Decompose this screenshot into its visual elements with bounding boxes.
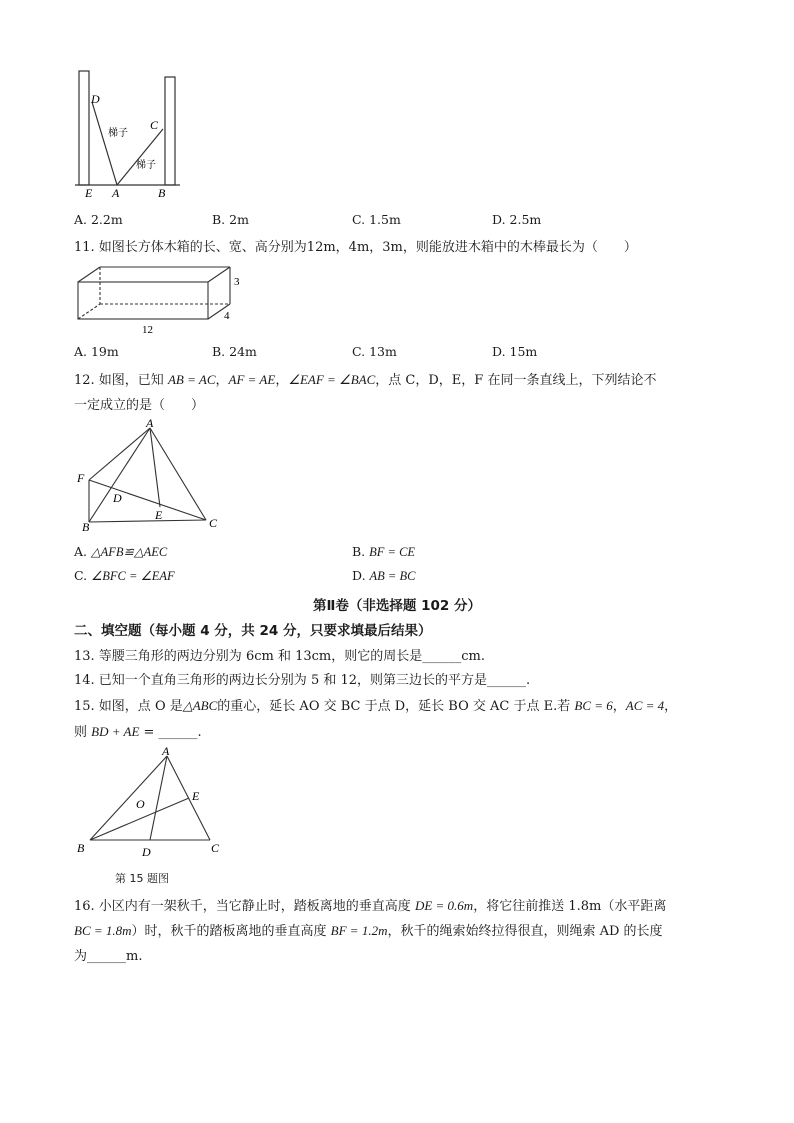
q15-text-a: 15. 如图，点 O 是 bbox=[74, 699, 183, 714]
fig10-label-c: C bbox=[150, 118, 159, 132]
q14-text: 14. 已知一个直角三角形的两边长分别为 5 和 12，则第三边长的平方是______. bbox=[74, 673, 531, 688]
q12-option-d bbox=[352, 568, 415, 584]
fig12-label-a: A bbox=[146, 416, 154, 430]
q16-math-bc: BC = 1.8m bbox=[74, 923, 132, 938]
fig15-label-c: C bbox=[211, 841, 220, 855]
q11-text: 11. 如图长方体木箱的长、宽、高分别为12m，4m，3m，则能放进木箱中的木棒最长为（ ） bbox=[74, 240, 637, 255]
q16-math-bf: BF = 1.2m bbox=[330, 923, 388, 938]
q12-option-d-prefix: D. bbox=[352, 568, 370, 583]
q12-math-ab-ac: AB = AC bbox=[167, 372, 216, 387]
q16-text-b: ，将它往前推送 1.8m（水平距离 bbox=[473, 899, 667, 914]
q15-text-d: ， bbox=[664, 699, 678, 714]
q12-math-af-ae: AF = AE bbox=[228, 372, 276, 387]
q12-option-c bbox=[74, 568, 175, 584]
q10-option-d: D. 2.5m bbox=[492, 212, 542, 227]
q16-math-de: DE = 0.6m bbox=[414, 898, 474, 913]
q15-text-f: = ______. bbox=[139, 725, 202, 740]
q15-math-ac: AC = 4 bbox=[625, 698, 665, 713]
fig15-label-a: A bbox=[162, 744, 170, 758]
fig12-label-f: F bbox=[77, 471, 85, 485]
q11-option-a: A. 19m bbox=[74, 344, 119, 359]
fig10-label-e: E bbox=[85, 186, 93, 200]
q11-option-d: D. 15m bbox=[492, 344, 538, 359]
q16-text-d: ，秋千的绳索始终拉得很直，则绳索 AD 的长度 bbox=[387, 924, 663, 939]
section-2-title: 二、填空题（每小题 4 分，共 24 分，只要求填最后结果） bbox=[74, 623, 432, 639]
q16-text-a: 16. 小区内有一架秋千，当它静止时，踏板离地的垂直高度 bbox=[74, 899, 415, 914]
box-figure bbox=[72, 262, 242, 336]
q12-text-d: ，点 C，D，E，F 在同一条直线上，下列结论不 bbox=[375, 373, 657, 388]
q12-text-a: 12. 如图，已知 bbox=[74, 373, 168, 388]
fig10-label-d: D bbox=[91, 92, 100, 106]
fig15-label-o: O bbox=[136, 797, 145, 811]
q12-option-c-math: ∠BFC = ∠EAF bbox=[91, 569, 175, 583]
q12-option-a-prefix: A. bbox=[74, 544, 91, 559]
fig10-ladder-label-2: 梯子 bbox=[136, 160, 156, 171]
fig10-label-b: B bbox=[158, 186, 166, 200]
fig15-label-b: B bbox=[77, 841, 85, 855]
triangle-figure-q12 bbox=[72, 414, 228, 534]
q12-option-b-prefix: B. bbox=[352, 544, 370, 559]
q10-option-c: C. 1.5m bbox=[352, 212, 401, 227]
q16-line-3: 为______m. bbox=[74, 949, 143, 964]
q10-option-a: A. 2.2m bbox=[74, 212, 123, 227]
q12-option-b-math: BF = CE bbox=[369, 545, 416, 559]
fig15-caption: 第 15 题图 bbox=[115, 872, 169, 885]
fig15-label-d: D bbox=[142, 845, 151, 859]
q15-line-2 bbox=[74, 721, 202, 740]
part-2-title: 第Ⅱ卷（非选择题 102 分） bbox=[313, 598, 481, 614]
q13-text: 13. 等腰三角形的两边分别为 6cm 和 13cm，则它的周长是______cm. bbox=[74, 649, 485, 664]
q12-text-b: ， bbox=[215, 373, 229, 388]
q15-text-b: 的重心，延长 AO 交 BC 于点 D，延长 BO 交 AC 于点 E.若 bbox=[217, 699, 575, 714]
fig15-label-e: E bbox=[192, 789, 200, 803]
q16-line-1 bbox=[74, 895, 666, 914]
q10-option-b: B. 2m bbox=[212, 212, 249, 227]
q15-math-bc: BC = 6 bbox=[574, 698, 613, 713]
q12-option-c-prefix: C. bbox=[74, 568, 92, 583]
q11-option-c: C. 13m bbox=[352, 344, 397, 359]
q15-text-e: 则 bbox=[74, 725, 92, 740]
q12-option-a bbox=[74, 544, 167, 560]
fig12-label-e: E bbox=[155, 508, 163, 522]
q15-math-bd-ae: BD + AE bbox=[91, 724, 140, 739]
ladder-figure bbox=[70, 66, 190, 202]
fig12-label-c: C bbox=[209, 516, 218, 530]
q12-math-angles: ∠EAF = ∠BAC bbox=[288, 372, 376, 387]
q12-line-1 bbox=[74, 369, 656, 388]
q12-option-d-math: AB = BC bbox=[369, 569, 416, 583]
q12-option-a-math: △AFB≌△AEC bbox=[90, 545, 168, 559]
fig11-length-label: 12 bbox=[142, 324, 153, 336]
q16-line-2 bbox=[74, 920, 663, 939]
q12-line-2: 一定成立的是（ ） bbox=[74, 398, 205, 413]
q15-text-c: ， bbox=[612, 699, 626, 714]
triangle-figure-q15 bbox=[72, 744, 232, 860]
fig12-label-d: D bbox=[113, 491, 122, 505]
fig10-label-a: A bbox=[112, 186, 120, 200]
fig11-width-label: 4 bbox=[224, 310, 230, 322]
fig12-label-b: B bbox=[82, 520, 90, 534]
q15-line-1 bbox=[74, 695, 677, 714]
fig11-height-label: 3 bbox=[234, 276, 240, 288]
q12-option-b bbox=[352, 544, 415, 560]
q15-math-triangle: △ABC bbox=[182, 698, 218, 713]
q16-text-c: ）时，秋千的踏板离地的垂直高度 bbox=[131, 924, 331, 939]
q12-text-c: ， bbox=[275, 373, 289, 388]
fig10-ladder-label-1: 梯子 bbox=[108, 128, 128, 139]
q11-option-b: B. 24m bbox=[212, 344, 257, 359]
